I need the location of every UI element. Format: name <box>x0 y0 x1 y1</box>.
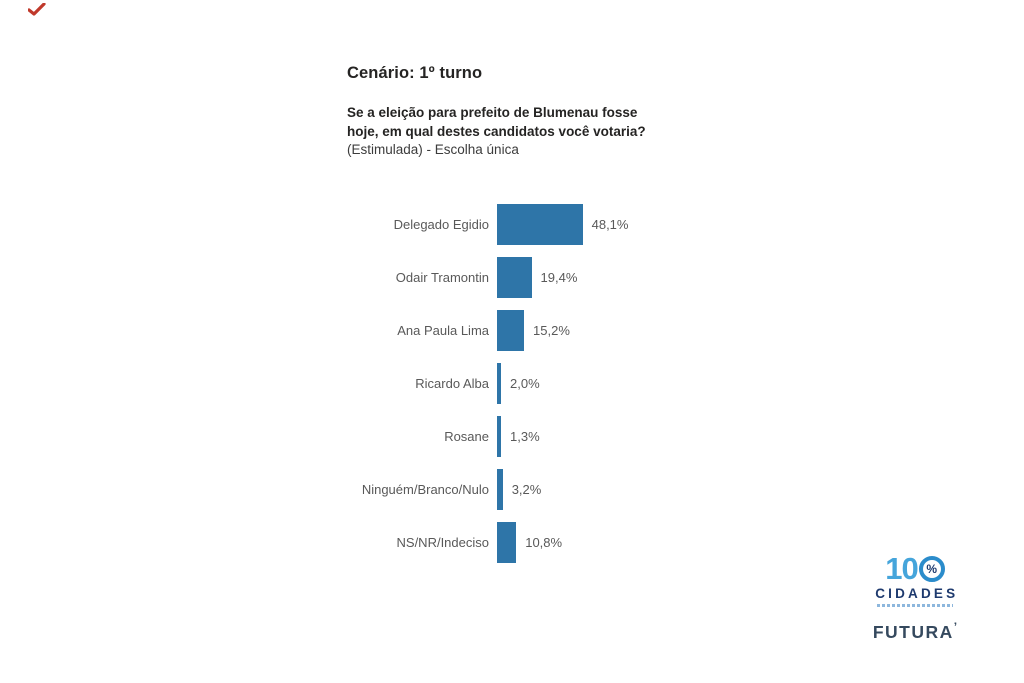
value-label: 19,4% <box>540 270 578 285</box>
cidades-logo-digits: 10 <box>885 551 918 586</box>
chart-row <box>347 410 767 463</box>
category-label: Rosane <box>444 429 489 444</box>
corner-mark-icon <box>28 3 46 16</box>
cidades-logo-name: CIDADES <box>875 586 959 601</box>
chart-header <box>347 64 677 160</box>
percent-sign: % <box>926 562 938 576</box>
chart-row <box>347 463 767 516</box>
cidades-logo <box>872 553 958 607</box>
futura-logo-mark: ’ <box>953 620 958 634</box>
survey-question <box>347 104 669 160</box>
value-label: 10,8% <box>525 535 563 550</box>
cidades-logo-tagline <box>877 604 953 607</box>
value-label: 2,0% <box>510 376 540 391</box>
chart-row <box>347 516 767 569</box>
value-label: 48,1% <box>591 217 629 232</box>
branding-block <box>872 553 958 643</box>
bar[interactable] <box>497 310 524 351</box>
category-label: NS/NR/Indeciso <box>396 535 489 550</box>
bar[interactable] <box>497 363 501 404</box>
futura-logo-text: FUTURA <box>872 622 954 642</box>
value-label: 1,3% <box>510 429 540 444</box>
futura-logo <box>872 620 958 643</box>
category-label: Ricardo Alba <box>415 376 489 391</box>
category-label: Ninguém/Branco/Nulo <box>361 482 489 497</box>
survey-question-text: Se a eleição para prefeito de Blumenau fosse hoje, em qual destes candidatos você votaria? <box>347 105 646 139</box>
bar-chart <box>347 198 767 569</box>
percent-ring-icon <box>919 556 945 582</box>
category-label: Odair Tramontin <box>395 270 489 285</box>
chart-row <box>347 304 767 357</box>
value-label: 3,2% <box>511 482 542 497</box>
cidades-logo-number <box>872 553 958 585</box>
chart-row <box>347 357 767 410</box>
bar[interactable] <box>497 522 516 563</box>
category-label: Ana Paula Lima <box>397 323 489 338</box>
category-label: Delegado Egidio <box>393 217 489 232</box>
bar[interactable] <box>497 416 501 457</box>
chart-row <box>347 198 767 251</box>
chart-title: Cenário: 1º turno <box>347 64 483 82</box>
chart-row <box>347 251 767 304</box>
bar[interactable] <box>497 204 583 245</box>
survey-question-note: (Estimulada) - Escolha única <box>347 142 519 157</box>
value-label: 15,2% <box>533 323 570 338</box>
bar[interactable] <box>497 257 532 298</box>
bar[interactable] <box>497 469 503 510</box>
